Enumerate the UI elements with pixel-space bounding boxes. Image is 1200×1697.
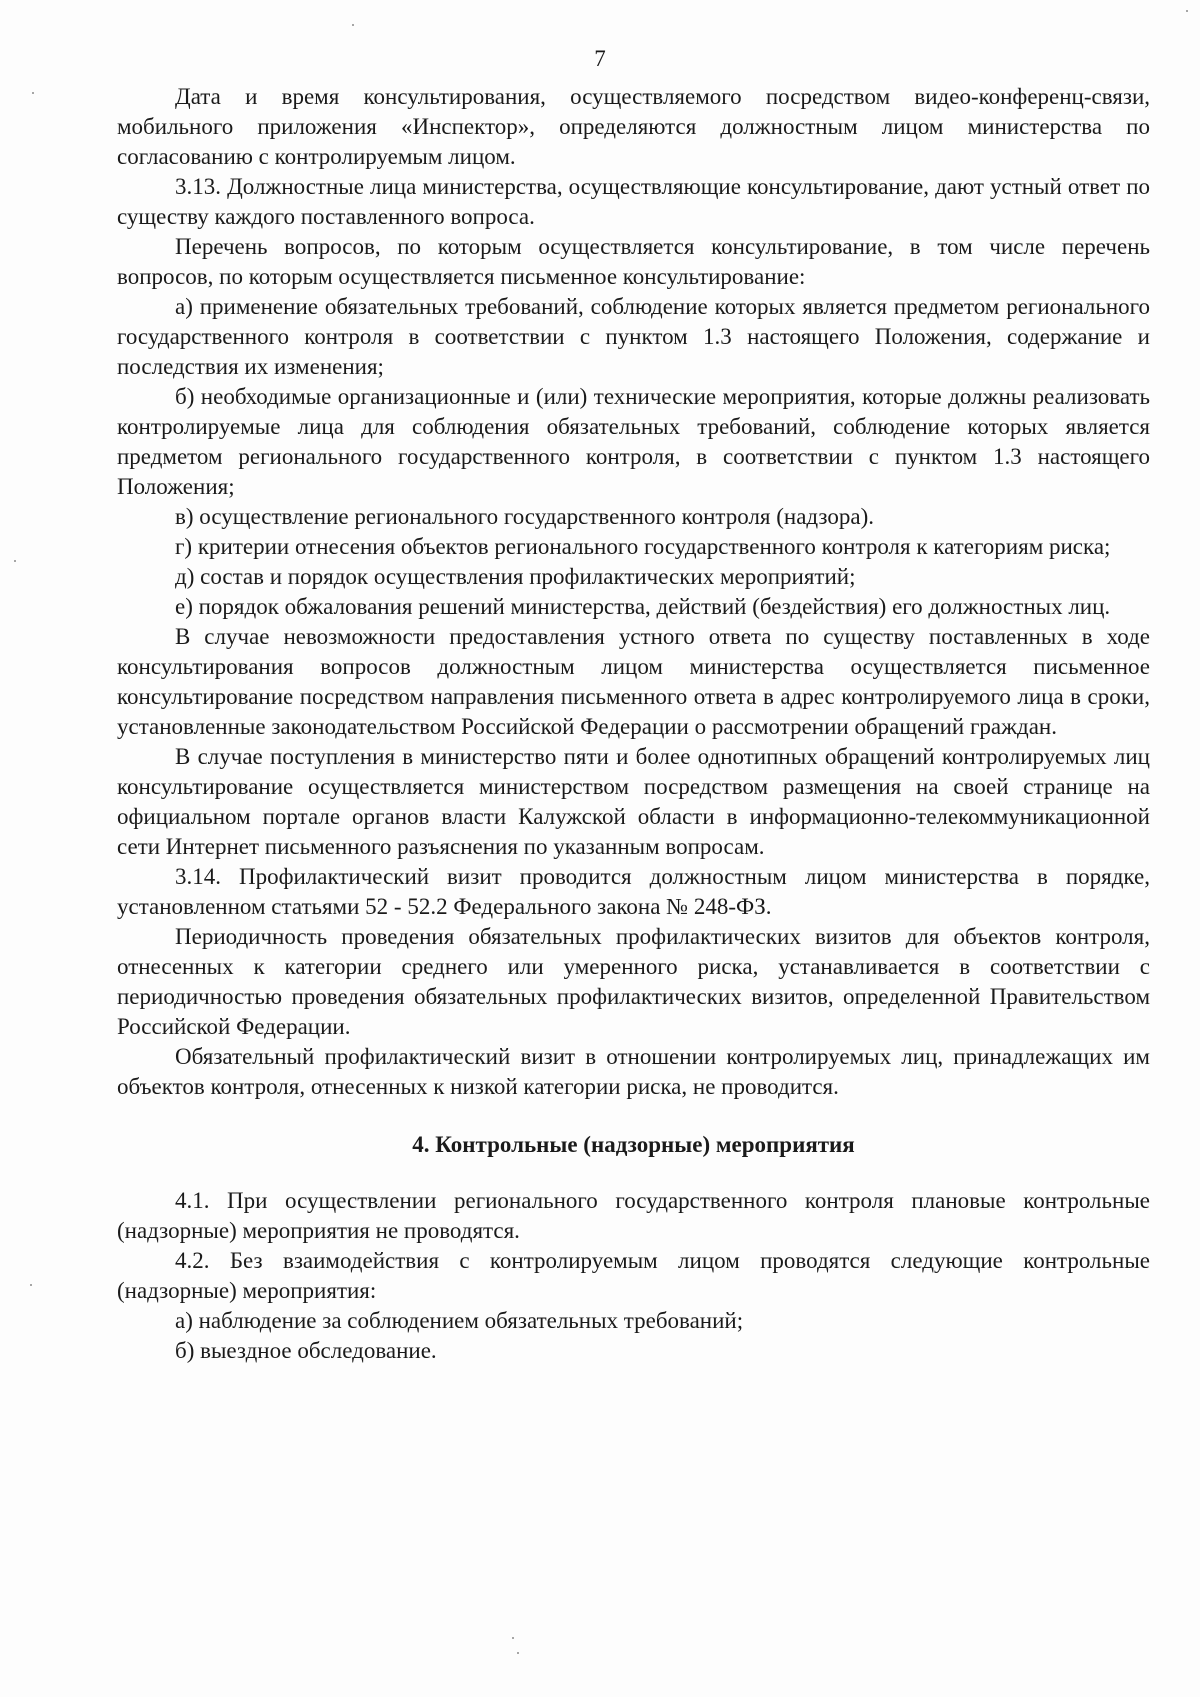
- paragraph-visit-periodicity: Периодичность проведения обязательных профилактических визитов для объектов контроля, отнесенных к категории среднего или умеренного риска, устанавливается в соответствии с периодичностью проведения обязательных профилактических визитов, определенной Правительством Российской Федерации.: [117, 924, 1150, 1039]
- list-item-b: б) необходимые организационные и (или) технические мероприятия, которые должны реализовать контролируемые лица для соблюдения обязательных требований, соблюдение которых является предметом регионального государственного контроля, в соответствии с пунктом 1.3 настоящего Положения;: [117, 384, 1150, 499]
- paragraph-3-14: 3.14. Профилактический визит проводится должностным лицом министерства в порядке, установленном статьями 52 - 52.2 Федерального закона № 248-ФЗ.: [117, 864, 1150, 919]
- list-item-field-inspection: б) выездное обследование.: [175, 1338, 437, 1363]
- paragraph-consultation-datetime: Дата и время консультирования, осуществляемого посредством видео-конференц-связи, мобильного приложения «Инспектор», определяются должностным лицом министерства по согласованию с контролируемым лицом.: [117, 84, 1150, 169]
- paragraph-written-consultation: В случае невозможности предоставления устного ответа по существу поставленных в ходе консультирования вопросов должностным лицом министерства осуществляется письменное консультирование посредством направления письменного ответа в адрес контролируемого лица в сроки, установленные законодательством Российской Федерации о рассмотрении обращений граждан.: [117, 624, 1150, 739]
- list-item-e: е) порядок обжалования решений министерства, действий (бездействия) его должностных лиц.: [175, 594, 1111, 619]
- paragraph-low-risk-visit: Обязательный профилактический визит в отношении контролируемых лиц, принадлежащих им объектов контроля, отнесенных к низкой категории риска, не проводится.: [117, 1044, 1150, 1099]
- list-item-observation: а) наблюдение за соблюдением обязательных требований;: [175, 1308, 744, 1333]
- list-item-g: г) критерии отнесения объектов регионального государственного контроля к категориям риска;: [175, 534, 1111, 559]
- page-number: 7: [594, 46, 606, 71]
- list-item-v: в) осуществление регионального государственного контроля (надзора).: [175, 504, 874, 529]
- paragraph-4-1: 4.1. При осуществлении регионального государственного контроля плановые контрольные (надзорные) мероприятия не проводятся.: [117, 1188, 1150, 1243]
- document-body: [117, 82, 1150, 1366]
- paragraph-3-13: 3.13. Должностные лица министерства, осуществляющие консультирование, дают устный ответ по существу каждого поставленного вопроса.: [117, 174, 1150, 229]
- list-item-d: д) состав и порядок осуществления профилактических мероприятий;: [175, 564, 856, 589]
- list-item-a: а) применение обязательных требований, соблюдение которых является предметом регионального государственного контроля в соответствии с пунктом 1.3 настоящего Положения, содержание и последствия их изменения;: [117, 294, 1150, 379]
- paragraph-question-list: Перечень вопросов, по которым осуществляется консультирование, в том числе перечень вопросов, по которым осуществляется письменное консультирование:: [117, 234, 1150, 289]
- section-title: 4. Контрольные (надзорные) мероприятия: [412, 1132, 855, 1157]
- paragraph-4-2: 4.2. Без взаимодействия с контролируемым лицом проводятся следующие контрольные (надзорные) мероприятия:: [117, 1248, 1150, 1303]
- paragraph-multiple-appeals: В случае поступления в министерство пяти и более однотипных обращений контролируемых лиц консультирование осуществляется министерством посредством размещения на своей странице на официальном портале органов власти Калужской области в информационно-телекоммуникационной сети Интернет письменного разъяснения по указанным вопросам.: [117, 744, 1150, 859]
